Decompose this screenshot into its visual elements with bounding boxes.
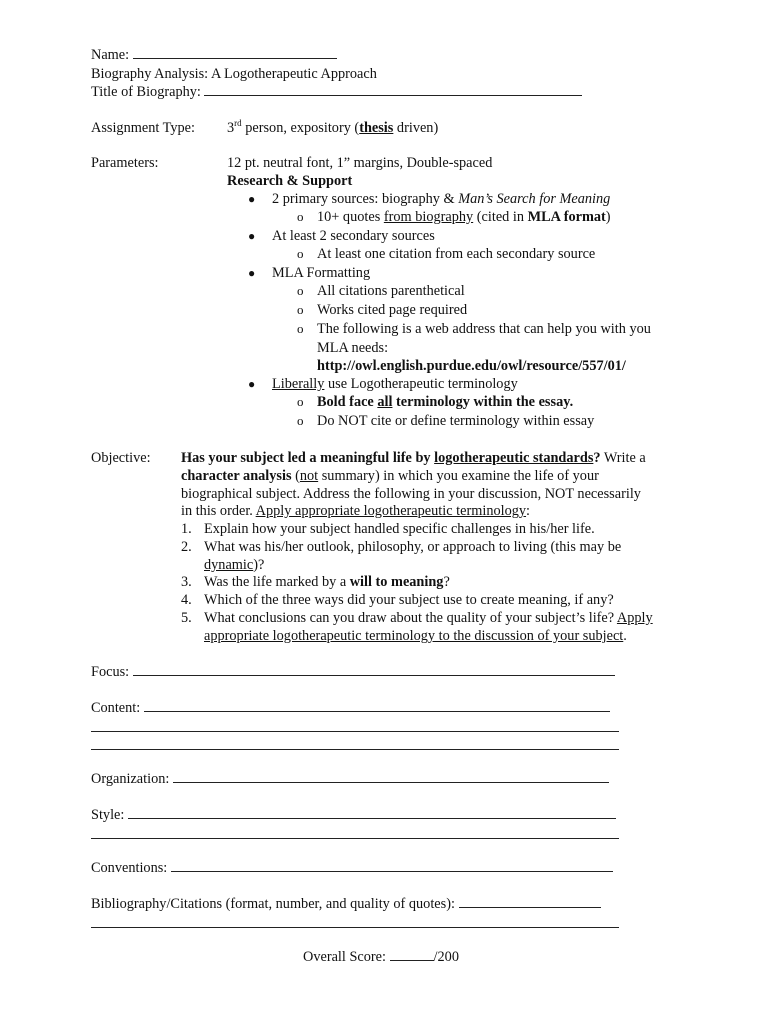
assignment-label: Assignment Type: (91, 120, 195, 136)
bullet-icon: ● (248, 192, 256, 206)
content-blank-line[interactable] (91, 731, 619, 732)
dynamic-word: dynamic (204, 557, 254, 573)
bullet-icon: ● (248, 229, 256, 243)
objective-item-continued (204, 627, 627, 645)
sub-bullet-icon: o (297, 283, 304, 298)
bibliography-line (91, 895, 601, 913)
thesis-word: thesis (359, 120, 394, 136)
bibliography-blank-line[interactable] (91, 927, 619, 928)
apply-word: Apply (616, 610, 653, 626)
name-label: Name: (91, 47, 130, 63)
ordinal-suffix: rd (234, 118, 242, 129)
mla-formatting: MLA Formatting (272, 265, 371, 281)
mla-web-help: The following is a web address that can help you with you (317, 321, 651, 337)
overall-score-blank[interactable] (390, 948, 434, 961)
bibliography-label: Bibliography/Citations (format, number, and quality of quotes): (91, 896, 455, 912)
close-paren: ) (605, 209, 611, 225)
organization-line (91, 770, 609, 788)
sub-bullet-icon: o (297, 394, 304, 409)
document-title: Biography Analysis: A Logotherapeutic Approach (91, 66, 377, 82)
conventions-line (91, 859, 613, 877)
overall-score (303, 948, 459, 966)
mla-needs: MLA needs: (317, 340, 389, 356)
question-mark: ? (593, 450, 601, 466)
objective-item-number: 2. (181, 539, 192, 555)
apply-terminology: Apply appropriate logotherapeutic terminology (255, 503, 527, 519)
sub-bullet-icon: o (297, 246, 304, 261)
style-line (91, 806, 616, 824)
assignment-type (227, 119, 438, 137)
book-title: Man’s Search for Meaning (458, 191, 611, 207)
objective-line-4 (181, 502, 530, 520)
secondary-sources: At least 2 secondary sources (272, 228, 435, 244)
conventions-blank[interactable] (171, 859, 613, 872)
objective-item-number: 3. (181, 574, 192, 590)
not-word: not (299, 468, 319, 484)
objective-item (204, 573, 450, 591)
no-cite-terminology: Do NOT cite or define terminology within essay (317, 413, 595, 429)
focus-blank[interactable] (133, 663, 615, 676)
mla-citations: All citations parenthetical (317, 283, 465, 299)
item5-end: . (623, 628, 627, 644)
name-line (91, 46, 337, 64)
primary-sources-text: 2 primary sources: biography & (272, 191, 459, 207)
mla-format: MLA format (527, 209, 606, 225)
style-label: Style: (91, 807, 125, 823)
organization-blank[interactable] (173, 770, 609, 783)
item2-end: )? (253, 557, 265, 573)
from-biography: from biography (383, 209, 474, 225)
secondary-citation: At least one citation from each secondary source (317, 246, 596, 262)
objective-item-number: 5. (181, 610, 192, 626)
bold-terminology (317, 393, 573, 411)
cited-in: (cited in (473, 209, 528, 225)
format-requirements: 12 pt. neutral font, 1” margins, Double-spaced (227, 155, 493, 171)
all-word: all (377, 394, 393, 410)
objective-question: Has your subject led a meaningful life by (181, 450, 435, 466)
item5-line2: appropriate logotherapeutic terminology to the discussion of your subject (204, 628, 624, 644)
sub-bullet-icon: o (297, 209, 304, 224)
style-blank-line[interactable] (91, 838, 619, 839)
ordinal: 3 (227, 120, 235, 136)
objective-item-number: 4. (181, 592, 192, 608)
write-a: Write a (600, 450, 646, 466)
summary-text: summary) in which you examine the life of your (318, 468, 599, 484)
content-blank-line[interactable] (91, 749, 619, 750)
logotherapeutic-standards: logotherapeutic standards (434, 450, 594, 466)
type-end: driven) (393, 120, 439, 136)
biography-title-blank[interactable] (204, 83, 582, 96)
liberally-word: Liberally (272, 376, 325, 392)
biography-title-label: Title of Biography: (91, 84, 201, 100)
quotes-text: 10+ quotes (317, 209, 384, 225)
bullet-icon: ● (248, 266, 256, 280)
sub-bullet-icon: o (297, 413, 304, 428)
primary-sources (272, 190, 610, 208)
objective-item: What was his/her outlook, philosophy, or approach to living (this may be (204, 539, 622, 555)
focus-line (91, 663, 615, 681)
terminology-text: use Logotherapeutic terminology (324, 376, 518, 392)
sub-bullet-icon: o (297, 302, 304, 317)
order-text: in this order. (181, 503, 256, 519)
content-label: Content: (91, 700, 141, 716)
objective-item-number: 1. (181, 521, 192, 537)
item3-text: Was the life marked by a (204, 574, 350, 590)
colon: : (526, 503, 531, 519)
biography-title-line (91, 83, 582, 101)
bullet-icon: ● (248, 377, 256, 391)
item5-text: What conclusions can you draw about the quality of your subject’s life? (204, 610, 617, 626)
character-analysis: character analysis (181, 468, 292, 484)
overall-score-total: /200 (433, 949, 459, 965)
objective-item: Which of the three ways did your subject use to create meaning, if any? (204, 592, 614, 608)
objective-line-1 (181, 449, 646, 467)
bold-face-text: Bold face (317, 394, 378, 410)
overall-score-label: Overall Score: (303, 949, 390, 965)
sub-bullet-icon: o (297, 321, 304, 336)
parameters-label: Parameters: (91, 155, 159, 171)
item3-end: ? (443, 574, 450, 590)
quotes-requirement (317, 208, 611, 226)
research-heading: Research & Support (227, 173, 353, 189)
organization-label: Organization: (91, 771, 170, 787)
bold-end: terminology within the essay. (392, 394, 574, 410)
content-line (91, 699, 610, 717)
objective-item-continued (204, 556, 264, 574)
objective-label: Objective: (91, 450, 151, 466)
content-blank[interactable] (144, 699, 610, 712)
objective-item (204, 609, 653, 627)
terminology-usage (272, 375, 518, 393)
open-paren: ( (291, 468, 300, 484)
objective-line-3: biographical subject. Address the following in your discussion, NOT necessarily (181, 486, 641, 502)
conventions-label: Conventions: (91, 860, 168, 876)
type-text: person, expository ( (241, 120, 360, 136)
owl-link[interactable]: http://owl.english.purdue.edu/owl/resource/557/01/ (317, 358, 626, 374)
style-blank[interactable] (128, 806, 616, 819)
objective-item: Explain how your subject handled specific challenges in his/her life. (204, 521, 595, 537)
focus-label: Focus: (91, 664, 130, 680)
bibliography-blank[interactable] (459, 895, 601, 908)
objective-line-2 (181, 467, 599, 485)
name-blank[interactable] (133, 46, 337, 59)
will-to-meaning: will to meaning (349, 574, 444, 590)
mla-works-cited: Works cited page required (317, 302, 468, 318)
